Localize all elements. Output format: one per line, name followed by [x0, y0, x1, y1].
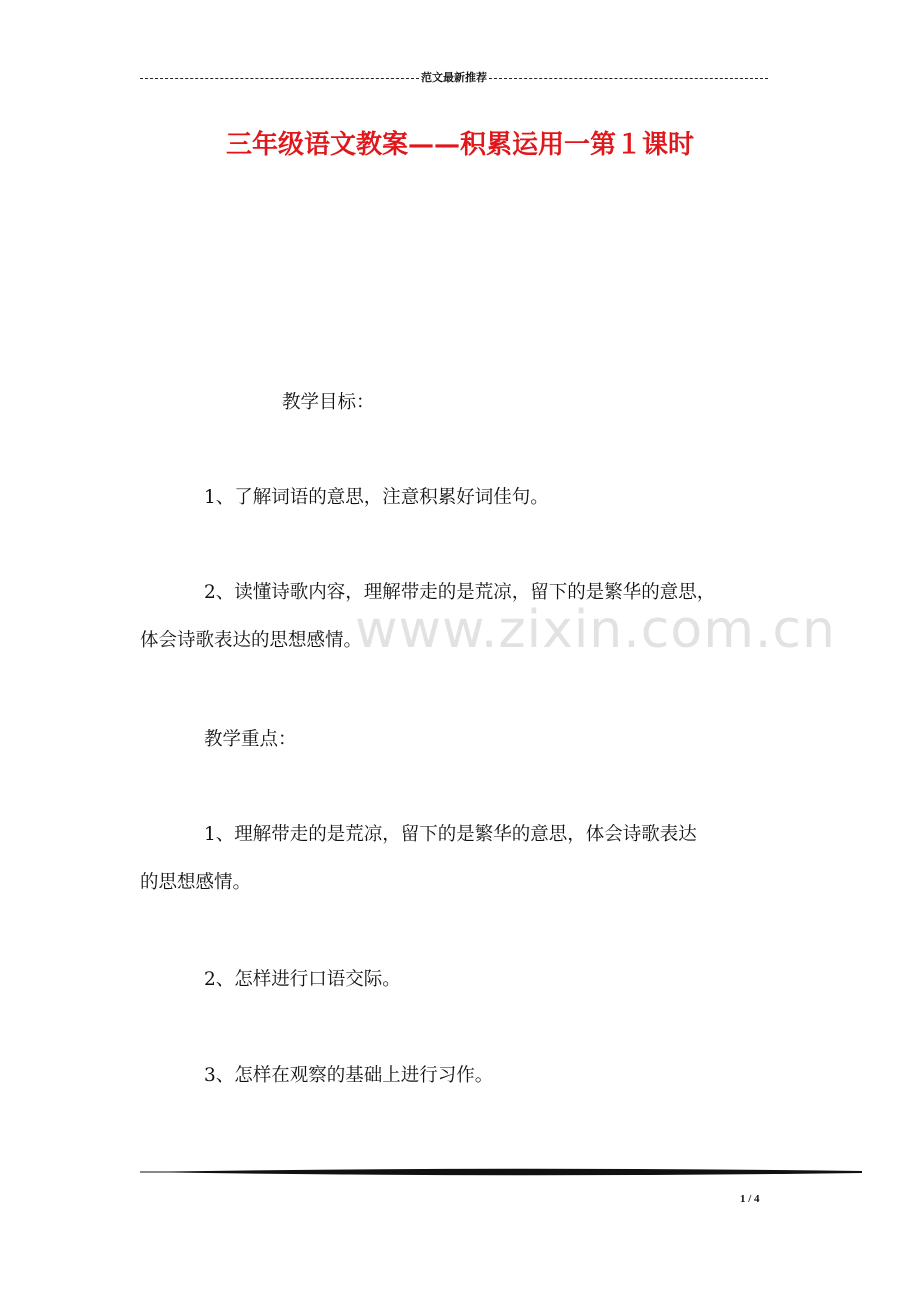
page-number: 1 / 4 — [740, 1193, 760, 1205]
objectives-heading: 教学目标： — [282, 392, 375, 413]
objective-2-line1: 2、读懂诗歌内容，理解带走的是荒凉，留下的是繁华的意思， — [204, 582, 716, 603]
header-dashes-left — [140, 78, 419, 79]
focus-heading: 教学重点： — [204, 729, 297, 750]
watermark: www.zixin.com.cn — [355, 600, 836, 660]
header-label: 范文最新推荐 — [421, 71, 487, 84]
footer-rule — [140, 1164, 862, 1180]
header-dashes-right — [489, 78, 768, 79]
objective-1: 1、了解词语的意思，注意积累好词佳句。 — [204, 487, 549, 508]
focus-1-line2: 的思想感情。 — [140, 872, 252, 893]
focus-3: 3、怎样在观察的基础上进行习作。 — [204, 1065, 494, 1086]
page-header — [140, 67, 768, 87]
focus-1-line1: 1、理解带走的是荒凉，留下的是繁华的意思，体会诗歌表达 — [204, 824, 697, 845]
focus-2: 2、怎样进行口语交际。 — [204, 969, 401, 990]
objective-2-line2: 体会诗歌表达的思想感情。 — [140, 630, 363, 651]
document-title: 三年级语文教案——积累运用一第１课时 — [225, 130, 694, 160]
